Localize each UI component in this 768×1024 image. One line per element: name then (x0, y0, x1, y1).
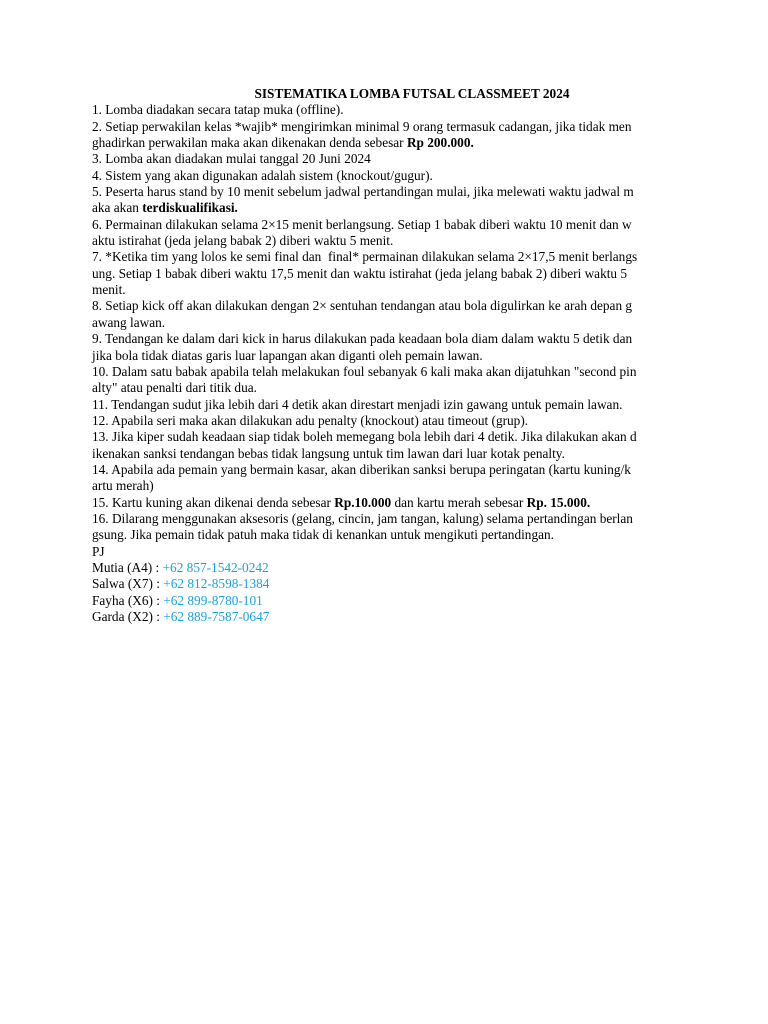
document-line (92, 298, 682, 314)
line-text: 16. Dilarang menggunakan aksesoris (gelang, cincin, jam tangan, kalung) selama pertandingan berlan (92, 510, 633, 526)
line-text: 8. Setiap kick off akan dilakukan dengan 2× sentuhan tendangan atau bola digulirkan ke arah depan g (92, 298, 633, 314)
document-line (92, 462, 682, 478)
document-line (92, 348, 682, 364)
line-text: artu merah) (92, 478, 154, 494)
document-line (92, 266, 682, 282)
line-text: PJ (92, 543, 105, 559)
bold-text: Rp 200.000. (406, 135, 474, 151)
phone-number-link[interactable]: +62 899-8780-101 (163, 592, 263, 608)
document-line (92, 200, 682, 216)
bold-text: Rp.10.000 (334, 494, 392, 510)
document-line (92, 576, 682, 592)
line-text: aka akan (92, 200, 143, 216)
line-text: Garda (X2) : (92, 609, 164, 624)
line-text: Mutia (A4) : (92, 559, 163, 575)
document-line (92, 609, 682, 625)
line-text: alty" atau penalti dari titik dua. (92, 380, 257, 396)
document-line (92, 102, 682, 118)
line-text: aktu istirahat (jeda jelang babak 2) diberi waktu 5 menit. (92, 233, 394, 249)
document-line (92, 233, 682, 249)
line-text: ikenakan sanksi tendangan bebas tidak langsung untuk tim lawan dari luar kotak penalty. (92, 445, 565, 461)
document-body (92, 102, 682, 625)
document-line (92, 331, 682, 347)
line-text: 5. Peserta harus stand by 10 menit sebelum jadwal pertandingan mulai, jika melewati waktu jadwal m (92, 184, 634, 200)
line-text: Fayha (X6) : (92, 592, 164, 608)
document-title: SISTEMATIKA LOMBA FUTSAL CLASSMEET 2024 (254, 86, 570, 101)
document-line (92, 249, 682, 265)
document-line (92, 495, 682, 511)
document-line (92, 446, 682, 462)
document-line (92, 135, 682, 151)
phone-number-link[interactable]: +62 857-1542-0242 (162, 559, 269, 575)
line-text: 1. Lomba diadakan secara tatap muka (offline). (92, 102, 344, 118)
document-line (92, 168, 682, 184)
document-line (92, 397, 682, 413)
document-line (92, 315, 682, 331)
line-text: dan kartu merah sebesar (391, 494, 527, 510)
line-text: 3. Lomba akan diadakan mulai tanggal 20 Juni 2024 (92, 151, 371, 167)
document-line (92, 527, 682, 543)
line-text: awang lawan. (92, 314, 166, 330)
line-text: 14. Apabila ada pemain yang bermain kasar, akan diberikan sanksi berupa peringatan (kartu kuning/k (92, 461, 631, 477)
line-text: 10. Dalam satu babak apabila telah melakukan foul sebanyak 6 kali maka akan dijatuhkan "second pin (92, 363, 637, 379)
document-line (92, 364, 682, 380)
bold-text: Rp. 15.000. (526, 494, 591, 510)
document-line (92, 217, 682, 233)
document-line (92, 380, 682, 396)
line-text: Salwa (X7) : (92, 576, 164, 592)
document-line (92, 413, 682, 429)
document-line (92, 593, 682, 609)
document-line (92, 429, 682, 445)
document-line (92, 184, 682, 200)
line-text: 11. Tendangan sudut jika lebih dari 4 detik akan direstart menjadi izin gawang untuk pemain lawan. (92, 396, 623, 412)
line-text: 12. Apabila seri maka akan dilakukan adu penalty (knockout) atau timeout (grup). (92, 412, 529, 428)
document-line (92, 511, 682, 527)
line-text: menit. (92, 282, 126, 298)
line-text: jika bola tidak diatas garis luar lapangan akan diganti oleh pemain lawan. (92, 347, 483, 363)
line-text: 4. Sistem yang akan digunakan adalah sistem (knockout/gugur). (92, 167, 433, 183)
line-text: ung. Setiap 1 babak diberi waktu 17,5 menit dan waktu istirahat (jeda jelang babak 2) diberi waktu 5 (92, 265, 628, 281)
line-text: 9. Tendangan ke dalam dari kick in harus dilakukan pada keadaan bola diam dalam waktu 5 detik dan (92, 331, 633, 347)
line-text: 15. Kartu kuning akan dikenai denda sebesar (92, 494, 335, 510)
line-text: gsung. Jika pemain tidak patuh maka tidak di kenankan untuk mengikuti pertandingan. (92, 527, 554, 543)
document-line (92, 119, 682, 135)
document-line (92, 478, 682, 494)
document-line (92, 544, 682, 560)
line-text: 13. Jika kiper sudah keadaan siap tidak boleh memegang bola lebih dari 4 detik. Jika dilakukan akan d (92, 429, 637, 445)
document-line (92, 151, 682, 167)
phone-number-link[interactable]: +62 812-8598-1384 (163, 576, 270, 592)
document-line (92, 282, 682, 298)
phone-number-link[interactable]: +62 889-7587-0647 (163, 609, 270, 624)
document-line (92, 560, 682, 576)
document-page (92, 86, 682, 625)
line-text: 2. Setiap perwakilan kelas *wajib* mengirimkan minimal 9 orang termasuk cadangan, jika tidak men (92, 118, 632, 134)
line-text: ghadirkan perwakilan maka akan dikenakan denda sebesar (92, 135, 407, 151)
bold-text: terdiskualifikasi. (142, 200, 238, 216)
line-text: 6. Permainan dilakukan selama 2×15 menit berlangsung. Setiap 1 babak diberi waktu 10 menit dan w (92, 216, 632, 232)
line-text: 7. *Ketika tim yang lolos ke semi final dan final* permainan dilakukan selama 2×17,5 menit berlangs (92, 249, 638, 265)
